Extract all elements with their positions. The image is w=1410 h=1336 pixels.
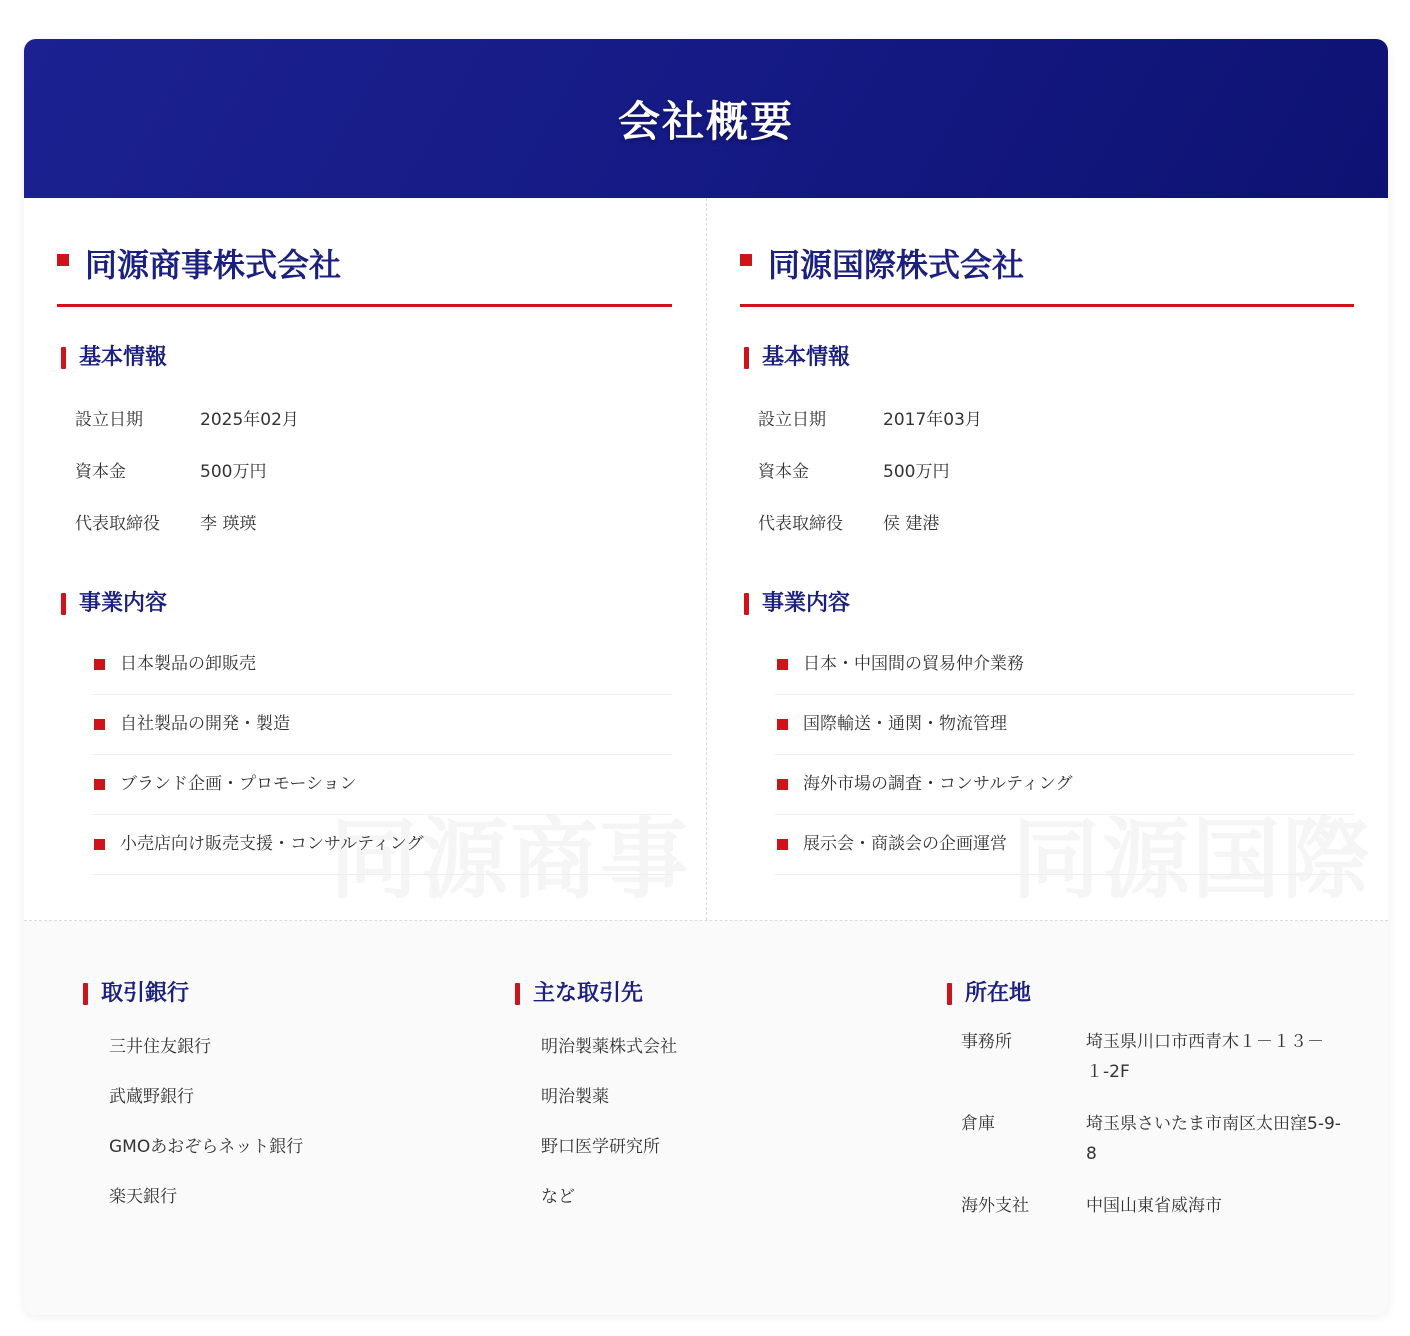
location-label: 事務所 — [961, 1032, 1012, 1052]
company-card-shoji — [24, 198, 706, 920]
partners-list — [511, 1027, 888, 1227]
company-card-kokusai — [706, 198, 1388, 920]
list-item: 自社製品の開発・製造 — [92, 695, 672, 755]
location-row-office — [943, 1027, 1348, 1087]
company-name: 同源商事株式会社 — [57, 240, 672, 307]
location-value: 中国山東省威海市 — [1086, 1196, 1222, 1216]
info-label: 代表取締役 — [758, 513, 843, 534]
partners-heading: 主な取引先 — [511, 979, 888, 1009]
list-item: 明治製薬株式会社 — [541, 1037, 677, 1057]
list-item: 日本・中国間の貿易仲介業務 — [775, 635, 1354, 695]
shared-info-section — [24, 921, 1388, 1315]
business-heading: 事業内容 — [740, 589, 1354, 619]
list-item: 野口医学研究所 — [541, 1137, 660, 1157]
info-row-capital — [57, 443, 672, 495]
location-row-overseas-branch — [943, 1191, 1348, 1221]
list-item: 小売店向け販売支援・コンサルティング — [92, 815, 672, 875]
business-list — [57, 635, 672, 875]
info-label: 資本金 — [758, 461, 809, 482]
banks-list — [79, 1027, 456, 1227]
location-value: 埼玉県さいたま市南区太田窪5-9-8 — [1086, 1114, 1341, 1164]
business-list — [740, 635, 1354, 875]
info-row-representative — [740, 495, 1354, 547]
info-value: 500万円 — [200, 461, 267, 482]
info-label: 代表取締役 — [75, 513, 160, 534]
info-value: 侯 建港 — [883, 513, 940, 534]
info-value: 2025年02月 — [200, 409, 299, 430]
location-heading: 所在地 — [943, 979, 1348, 1009]
list-item: 海外市場の調査・コンサルティング — [775, 755, 1354, 815]
basic-info-heading: 基本情報 — [57, 343, 672, 373]
basic-info-list — [740, 391, 1354, 547]
info-row-representative — [57, 495, 672, 547]
page-title: 会社概要 — [617, 96, 794, 146]
list-item: など — [541, 1187, 575, 1207]
company-name: 同源国際株式会社 — [740, 240, 1354, 307]
list-item: 日本製品の卸販売 — [92, 635, 672, 695]
basic-info-heading: 基本情報 — [740, 343, 1354, 373]
location-label: 海外支社 — [961, 1196, 1029, 1216]
list-item: GMOあおぞらネット銀行 — [109, 1137, 304, 1157]
location-row-warehouse — [943, 1109, 1348, 1169]
partners-column — [456, 979, 888, 1315]
list-item: 明治製薬 — [541, 1087, 609, 1107]
banks-column — [24, 979, 456, 1315]
info-value: 2017年03月 — [883, 409, 982, 430]
list-item: ブランド企画・プロモーション — [92, 755, 672, 815]
info-label: 資本金 — [75, 461, 126, 482]
basic-info-list — [57, 391, 672, 547]
location-value: 埼玉県川口市西青木１－１３－１-2F — [1086, 1032, 1324, 1082]
info-value: 500万円 — [883, 461, 950, 482]
info-label: 設立日期 — [758, 409, 826, 430]
location-column — [888, 979, 1388, 1315]
header-banner — [24, 39, 1388, 198]
location-label: 倉庫 — [961, 1114, 995, 1134]
list-item: 楽天銀行 — [109, 1187, 177, 1207]
info-row-capital — [740, 443, 1354, 495]
banks-heading: 取引銀行 — [79, 979, 456, 1009]
list-item: 武蔵野銀行 — [109, 1087, 194, 1107]
list-item: 国際輸送・通関・物流管理 — [775, 695, 1354, 755]
company-overview-card — [24, 39, 1388, 1315]
info-value: 李 瑛瑛 — [200, 513, 257, 534]
list-item: 展示会・商談会の企画運営 — [775, 815, 1354, 875]
info-row-founded — [740, 391, 1354, 443]
location-list — [943, 1027, 1348, 1221]
info-row-founded — [57, 391, 672, 443]
business-heading: 事業内容 — [57, 589, 672, 619]
info-label: 設立日期 — [75, 409, 143, 430]
companies-section — [24, 198, 1388, 921]
list-item: 三井住友銀行 — [109, 1037, 211, 1057]
